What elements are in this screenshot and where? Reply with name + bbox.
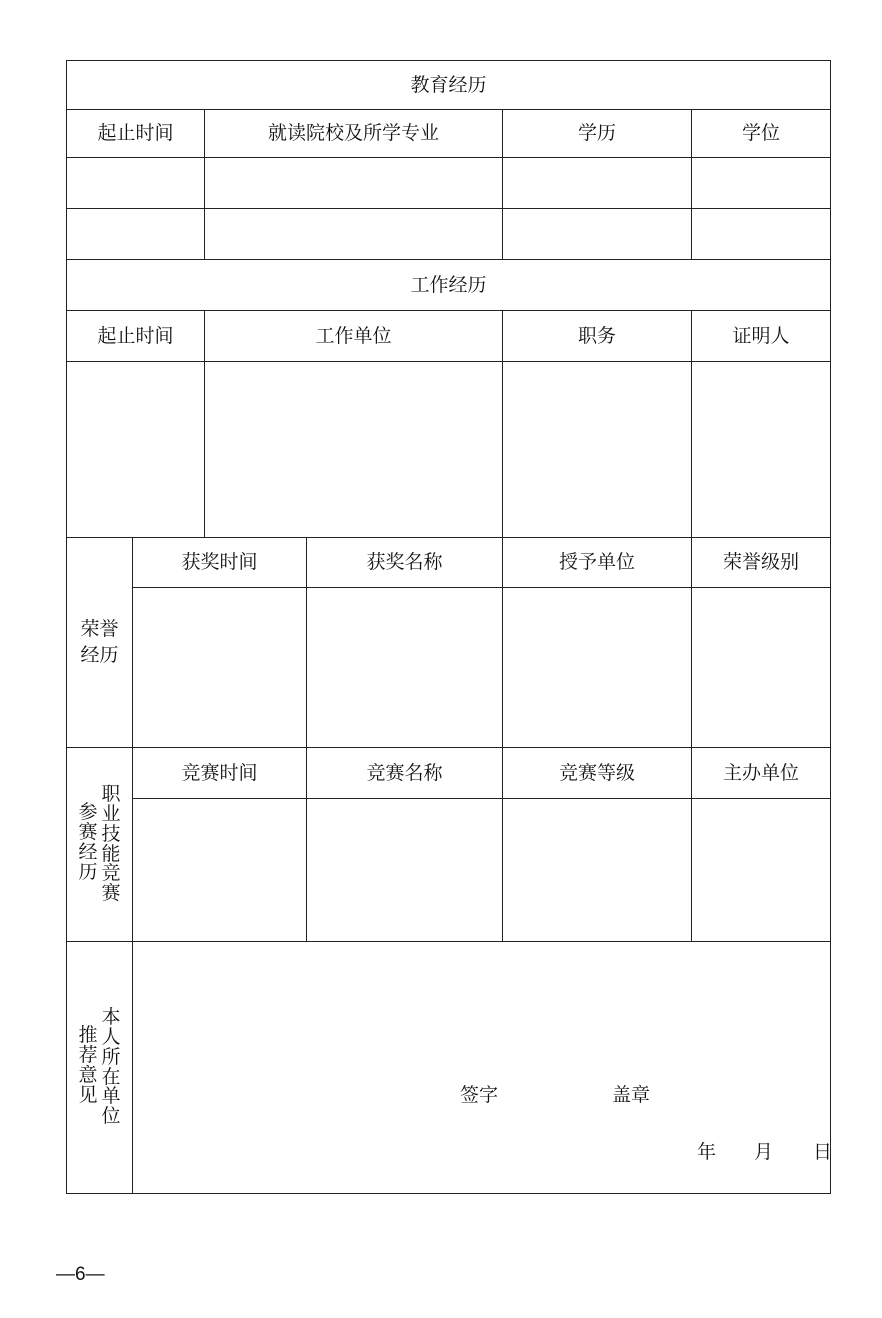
- honors-header-date: 获奖时间: [133, 538, 307, 588]
- recommendation-opinion-area[interactable]: [133, 942, 831, 1194]
- work-header-position: 职务: [503, 311, 692, 362]
- recommendation-label-col2: 推 荐 意 见: [78, 1023, 98, 1106]
- competition-header-organizer: 主办单位: [692, 748, 831, 799]
- seal-label: 盖章: [612, 1084, 651, 1106]
- education-cell[interactable]: [67, 209, 205, 260]
- honors-cell[interactable]: [503, 588, 692, 748]
- recommendation-label: [67, 942, 133, 1194]
- honors-cell[interactable]: [692, 588, 831, 748]
- education-cell[interactable]: [692, 209, 831, 260]
- education-cell[interactable]: [205, 209, 503, 260]
- work-header-reference: 证明人: [692, 311, 831, 362]
- competition-header-level: 竞赛等级: [503, 748, 692, 799]
- competition-cell[interactable]: [503, 799, 692, 942]
- education-row: [67, 158, 831, 209]
- page-number: —6—: [56, 1264, 105, 1285]
- honors-cell[interactable]: [133, 588, 307, 748]
- education-cell[interactable]: [692, 158, 831, 209]
- education-header-degree: 学位: [692, 110, 831, 158]
- competition-label-col1: 职 业 技 能 竞 赛: [101, 782, 121, 905]
- work-row: [67, 362, 831, 538]
- education-header-period: 起止时间: [67, 110, 205, 158]
- recommendation-label-col1: 本 人 所 在 单 位: [101, 1005, 121, 1128]
- education-header-degree-level: 学历: [503, 110, 692, 158]
- competition-row: [67, 799, 831, 942]
- competition-label: [67, 748, 133, 942]
- work-cell[interactable]: [67, 362, 205, 538]
- competition-cell[interactable]: [692, 799, 831, 942]
- work-section-title: 工作经历: [67, 260, 831, 311]
- honors-label-text: 荣誉 经历: [80, 617, 119, 666]
- education-cell[interactable]: [67, 158, 205, 209]
- work-header-period: 起止时间: [67, 311, 205, 362]
- honors-header-name: 获奖名称: [307, 538, 503, 588]
- work-header-employer: 工作单位: [205, 311, 503, 362]
- competition-cell[interactable]: [133, 799, 307, 942]
- honors-label: [67, 538, 133, 748]
- education-header-school-major: 就读院校及所学专业: [205, 110, 503, 158]
- competition-header-date: 竞赛时间: [133, 748, 307, 799]
- education-section-title: 教育经历: [67, 61, 831, 110]
- competition-label-col2: 参 赛 经 历: [78, 800, 98, 883]
- work-cell[interactable]: [692, 362, 831, 538]
- application-form-table: [66, 60, 831, 1194]
- education-cell[interactable]: [503, 158, 692, 209]
- education-cell[interactable]: [503, 209, 692, 260]
- competition-cell[interactable]: [307, 799, 503, 942]
- date-month-label: 月: [754, 1141, 774, 1163]
- signature-label: 签字: [460, 1084, 499, 1106]
- work-cell[interactable]: [205, 362, 503, 538]
- honors-row: [67, 588, 831, 748]
- honors-header-grantor: 授予单位: [503, 538, 692, 588]
- date-year-label: 年: [697, 1141, 717, 1163]
- competition-header-name: 竞赛名称: [307, 748, 503, 799]
- honors-cell[interactable]: [307, 588, 503, 748]
- date-day-label: 日: [813, 1141, 833, 1163]
- honors-header-level: 荣誉级别: [692, 538, 831, 588]
- education-row: [67, 209, 831, 260]
- work-cell[interactable]: [503, 362, 692, 538]
- education-cell[interactable]: [205, 158, 503, 209]
